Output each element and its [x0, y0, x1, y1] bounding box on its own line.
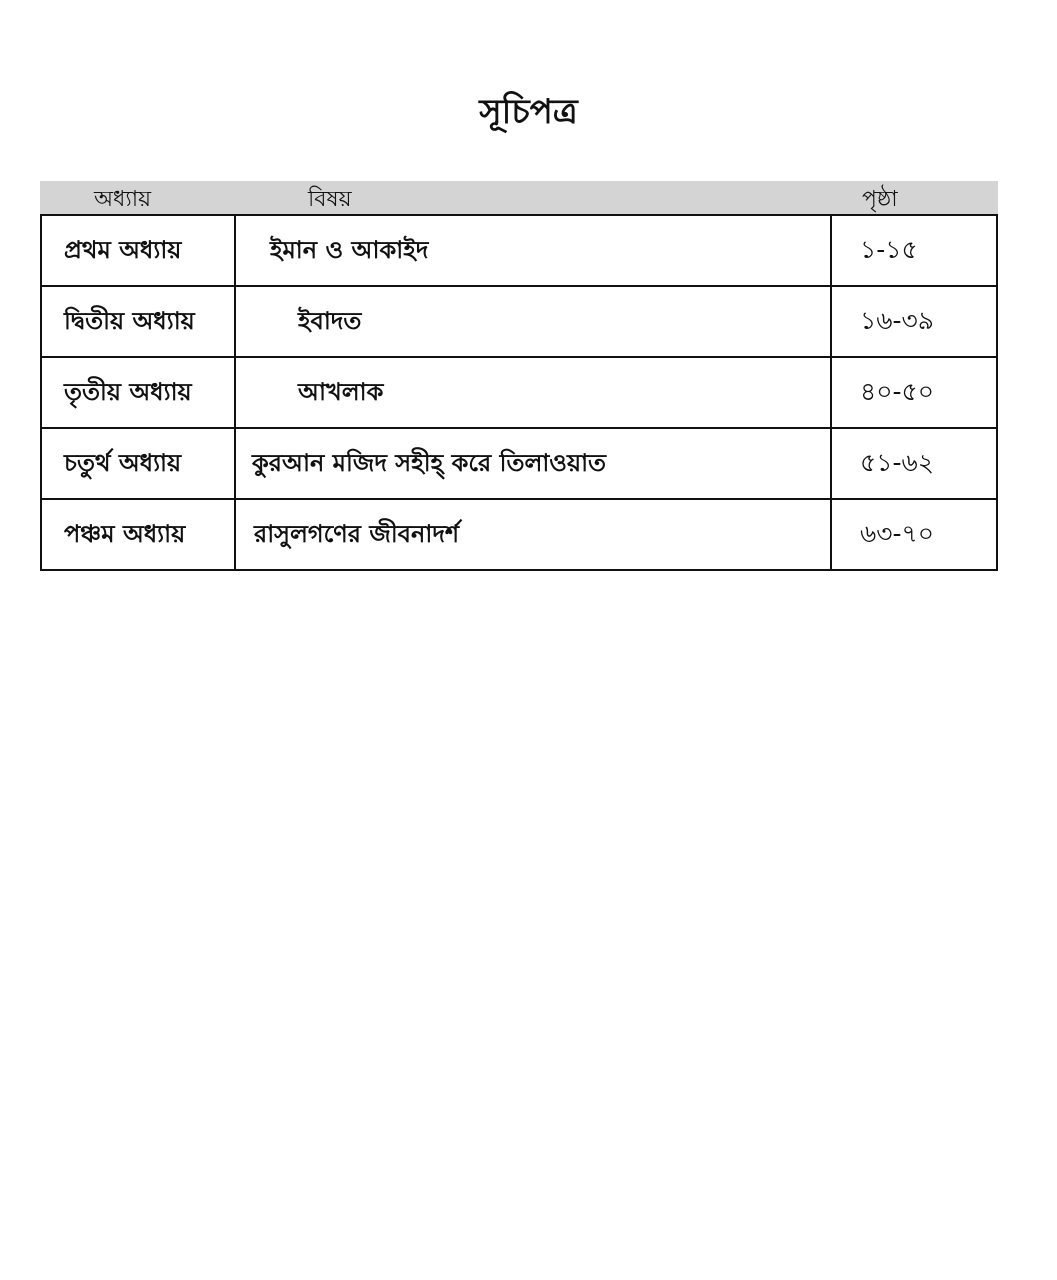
page-range-cell: ১৬-৩৯ — [860, 306, 934, 335]
table-row — [42, 429, 996, 500]
column-divider — [830, 216, 832, 569]
subject-cell: কুরআন মজিদ সহীহ্ করে তিলাওয়াত — [252, 448, 607, 477]
subject-cell: আখলাক — [298, 377, 384, 406]
page-range-cell: ৬৩-৭০ — [860, 519, 935, 548]
table-header — [40, 181, 998, 215]
chapter-cell: প্রথম অধ্যায় — [64, 235, 182, 264]
toc-table — [40, 214, 998, 571]
page-range-cell: ১-১৫ — [860, 235, 918, 264]
chapter-cell: চতুর্থ অধ্যায় — [64, 448, 182, 477]
header-subject: বিষয় — [308, 187, 352, 212]
page-title: সূচিপত্র — [479, 92, 578, 132]
page-range-cell: ৫১-৬২ — [860, 448, 934, 477]
table-row — [42, 287, 996, 358]
page-range-cell: ৪০-৫০ — [860, 377, 934, 406]
subject-cell: ইমান ও আকাইদ — [270, 235, 429, 264]
chapter-cell: দ্বিতীয় অধ্যায় — [64, 306, 195, 335]
table-row — [42, 358, 996, 429]
header-page: পৃষ্ঠা — [862, 187, 898, 212]
table-row — [42, 500, 996, 571]
subject-cell: ইবাদত — [298, 306, 362, 335]
header-chapter: অধ্যায় — [94, 187, 152, 212]
chapter-cell: তৃতীয় অধ্যায় — [64, 377, 192, 406]
chapter-cell: পঞ্চম অধ্যায় — [64, 519, 186, 548]
subject-cell: রাসুলগণের জীবনাদর্শ — [254, 519, 460, 548]
column-divider — [234, 216, 236, 569]
table-row — [42, 216, 996, 287]
